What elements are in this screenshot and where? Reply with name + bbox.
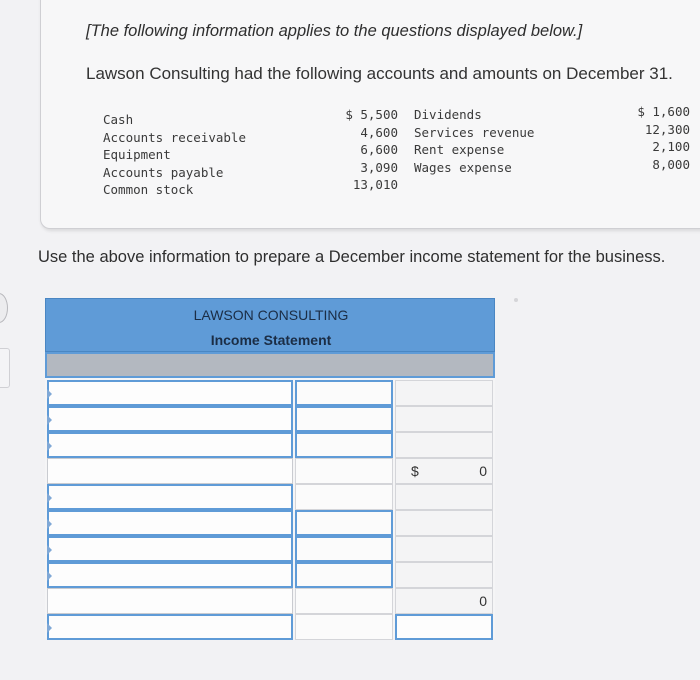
account-amount: 8,000	[652, 156, 690, 172]
blank-cell	[295, 458, 393, 484]
account-amount: $ 1,600	[637, 104, 690, 119]
account-select[interactable]	[47, 562, 293, 588]
statement-header	[45, 298, 495, 352]
account-select[interactable]	[47, 406, 293, 432]
company-name: LAWSON CONSULTING	[193, 307, 349, 323]
chevron-right-icon	[47, 441, 52, 451]
total-cell	[395, 406, 493, 432]
account-select[interactable]	[47, 380, 293, 406]
account-amount: 3,090	[360, 159, 398, 175]
account-name: Wages expense	[414, 159, 512, 175]
table-row	[45, 510, 495, 536]
account-select[interactable]	[47, 432, 293, 458]
amount-input[interactable]	[295, 432, 393, 458]
table-row	[45, 588, 495, 614]
blank-cell	[295, 614, 393, 640]
chevron-right-icon	[47, 623, 52, 633]
subtotal-value: 0	[479, 463, 487, 479]
table-row	[45, 406, 495, 432]
blank-cell	[295, 484, 393, 510]
chevron-right-icon	[47, 519, 52, 529]
amount-input[interactable]	[295, 406, 393, 432]
amount-input[interactable]	[295, 380, 393, 406]
account-name: Cash	[103, 112, 134, 127]
chevron-right-icon	[47, 415, 52, 425]
total-label-cell	[47, 588, 293, 614]
account-amount: 6,600	[360, 142, 398, 157]
accounts-left-amounts	[330, 106, 398, 194]
amount-input[interactable]	[295, 536, 393, 562]
income-statement-form	[45, 298, 495, 638]
dollar-sign: $	[411, 463, 419, 479]
dust-speck	[514, 298, 518, 302]
account-select[interactable]	[47, 536, 293, 562]
account-select[interactable]	[47, 484, 293, 510]
account-amount: 2,100	[652, 139, 690, 154]
left-edge-panel	[0, 348, 10, 388]
statement-title: Income Statement	[210, 332, 332, 348]
accounts-left-names	[103, 111, 246, 199]
chevron-right-icon	[47, 493, 52, 503]
total-cell	[395, 484, 493, 510]
total-cell	[395, 536, 493, 562]
amount-input[interactable]	[295, 510, 393, 536]
table-row	[45, 536, 495, 562]
intro-note: [The following information applies to the questions displayed below.]	[86, 22, 583, 40]
account-name: Rent expense	[414, 142, 505, 157]
account-select[interactable]	[47, 614, 293, 640]
total-cell	[395, 510, 493, 536]
table-row	[45, 432, 495, 458]
table-row	[45, 562, 495, 588]
table-row	[45, 484, 495, 510]
subtotal-label-cell	[47, 458, 293, 484]
subtotal-cell	[395, 458, 493, 484]
accounts-right-amounts	[614, 103, 690, 173]
left-edge-control	[0, 293, 8, 323]
account-amount: $ 5,500	[345, 107, 398, 122]
amount-input[interactable]	[295, 562, 393, 588]
account-amount: 12,300	[644, 121, 690, 137]
table-row	[45, 614, 495, 640]
lead-sentence: Lawson Consulting had the following accounts and amounts on December 31.	[86, 64, 673, 83]
account-select[interactable]	[47, 510, 293, 536]
total-cell	[395, 432, 493, 458]
question-text: Use the above information to prepare a December income statement for the business.	[38, 248, 666, 266]
account-name: Dividends	[414, 107, 482, 122]
table-row	[45, 458, 495, 484]
account-name: Accounts payable	[103, 164, 224, 180]
table-row	[45, 380, 495, 406]
chevron-right-icon	[47, 571, 52, 581]
accounts-right-names	[414, 106, 534, 176]
account-name: Common stock	[103, 182, 194, 197]
account-name: Services revenue	[414, 124, 535, 140]
date-input-row[interactable]	[45, 352, 495, 378]
total-cell	[395, 562, 493, 588]
total-value: 0	[479, 593, 487, 609]
total-cell	[395, 380, 493, 406]
account-amount: 4,600	[360, 124, 398, 140]
blank-cell	[295, 588, 393, 614]
account-name: Equipment	[103, 147, 171, 162]
chevron-right-icon	[47, 389, 52, 399]
account-name: Accounts receivable	[103, 129, 246, 145]
total-expenses-cell	[395, 588, 493, 614]
account-amount: 13,010	[352, 177, 398, 192]
chevron-right-icon	[47, 545, 52, 555]
net-income-input[interactable]	[395, 614, 493, 640]
